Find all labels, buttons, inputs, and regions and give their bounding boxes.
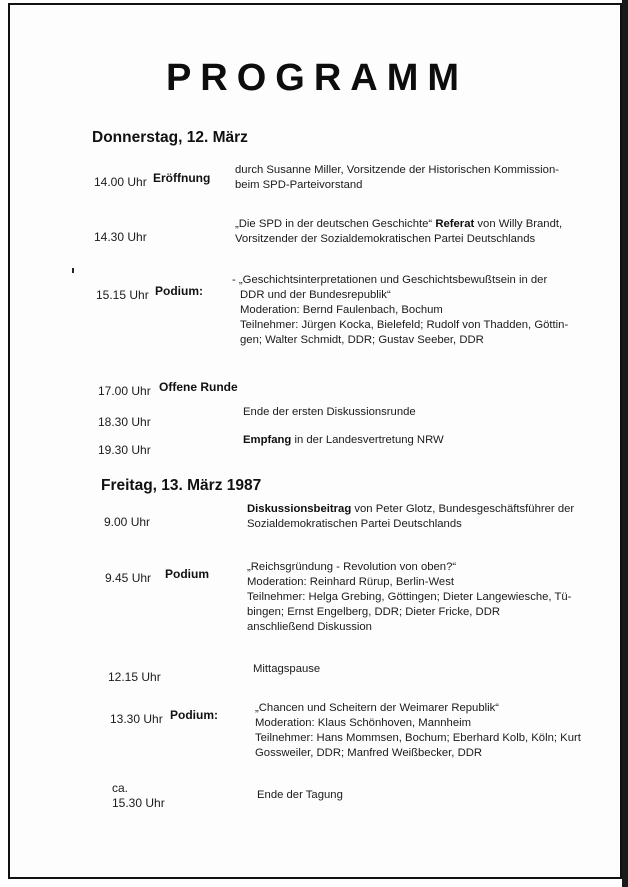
desc-line: „Reichsgründung - Revolution von oben?“	[247, 561, 457, 573]
desc-line: Teilnehmer: Helga Grebing, Göttingen; Dieter Langewiesche, Tü-	[247, 591, 572, 603]
label-eroeffnung: Eröffnung	[153, 171, 211, 185]
desc-line: bingen; Ernst Engelberg, DDR; Dieter Fricke, DDR	[247, 606, 501, 618]
desc-1400	[235, 163, 559, 193]
desc-1330	[255, 701, 581, 761]
day-heading-thursday: Donnerstag, 12. März	[92, 129, 248, 146]
time-1330: 13.30 Uhr	[110, 712, 163, 726]
desc-text: von Peter Glotz, Bundesgeschäftsführer der	[354, 503, 575, 515]
desc-line	[243, 433, 444, 448]
label-offene-runde: Offene Runde	[159, 380, 238, 394]
desc-line: „Chancen und Scheitern der Weimarer Republik“	[255, 702, 500, 714]
time-0945: 9.45 Uhr	[105, 571, 152, 585]
desc-1530	[257, 788, 343, 803]
desc-line: anschließend Diskussion	[247, 621, 372, 633]
label-diskussionsbeitrag: Diskussionsbeitrag	[247, 503, 352, 515]
desc-1930	[243, 433, 444, 448]
desc-1215	[253, 662, 320, 677]
desc-line: Vorsitzender der Sozialdemokratischen Partei Deutschlands	[235, 233, 536, 245]
desc-line: durch Susanne Miller, Vorsitzende der Historischen Kommission-	[235, 164, 559, 176]
label-referat: Referat	[435, 218, 475, 230]
time-1430: 14.30 Uhr	[94, 230, 147, 244]
time-1400: 14.00 Uhr	[94, 175, 147, 189]
label-podium: Podium	[165, 567, 209, 581]
time-1515: 15.15 Uhr	[96, 288, 149, 302]
desc-1830	[243, 405, 416, 420]
scan-edge	[622, 0, 628, 887]
time-1830: 18.30 Uhr	[98, 415, 151, 429]
time-1530: 15.30 Uhr	[112, 796, 165, 810]
desc-text: von Willy Brandt,	[477, 218, 563, 230]
program-sheet	[8, 3, 622, 879]
desc-line: beim SPD-Parteivorstand	[235, 179, 363, 191]
desc-line: Mittagspause	[253, 663, 321, 675]
desc-line: Gossweiler, DDR; Manfred Weißbecker, DDR	[255, 747, 483, 759]
desc-line: gen; Walter Schmidt, DDR; Gustav Seeber, DDR	[240, 334, 484, 346]
desc-line: Teilnehmer: Hans Mommsen, Bochum; Eberhard Kolb, Köln; Kurt	[255, 732, 581, 744]
desc-1515	[232, 273, 568, 348]
desc-line: Teilnehmer: Jürgen Kocka, Bielefeld; Rudolf von Thadden, Göttin-	[240, 319, 569, 331]
label-podium: Podium:	[170, 708, 218, 722]
desc-line: Moderation: Klaus Schönhoven, Mannheim	[255, 717, 472, 729]
label-podium: Podium:	[155, 284, 203, 298]
time-1215: 12.15 Uhr	[108, 670, 161, 684]
time-0900: 9.00 Uhr	[104, 515, 151, 529]
desc-1430	[235, 217, 562, 247]
desc-0945	[247, 560, 571, 635]
desc-line	[235, 217, 562, 232]
desc-line: DDR und der Bundesrepublik“	[240, 289, 391, 301]
talk-title: „Die SPD in der deutschen Geschichte“	[235, 218, 433, 230]
day-heading-friday: Freitag, 13. März 1987	[101, 477, 262, 494]
scan-speck	[72, 268, 74, 273]
time-prefix-ca: ca.	[112, 781, 129, 795]
desc-line: Moderation: Bernd Faulenbach, Bochum	[240, 304, 443, 316]
time-1930: 19.30 Uhr	[98, 443, 151, 457]
desc-line: Sozialdemokratischen Partei Deutschlands	[247, 518, 462, 530]
time-1700: 17.00 Uhr	[98, 384, 151, 398]
desc-line	[247, 502, 574, 517]
desc-line: Ende der Tagung	[257, 789, 343, 801]
desc-line: Ende der ersten Diskussionsrunde	[243, 406, 416, 418]
desc-line: - „Geschichtsinterpretationen und Geschichtsbewußtsein in der	[232, 274, 548, 286]
desc-line: Moderation: Reinhard Rürup, Berlin-West	[247, 576, 454, 588]
label-empfang: Empfang	[243, 434, 292, 446]
page-title: PROGRAMM	[165, 57, 469, 99]
desc-text: in der Landesvertretung NRW	[294, 434, 444, 446]
desc-0900	[247, 502, 574, 532]
